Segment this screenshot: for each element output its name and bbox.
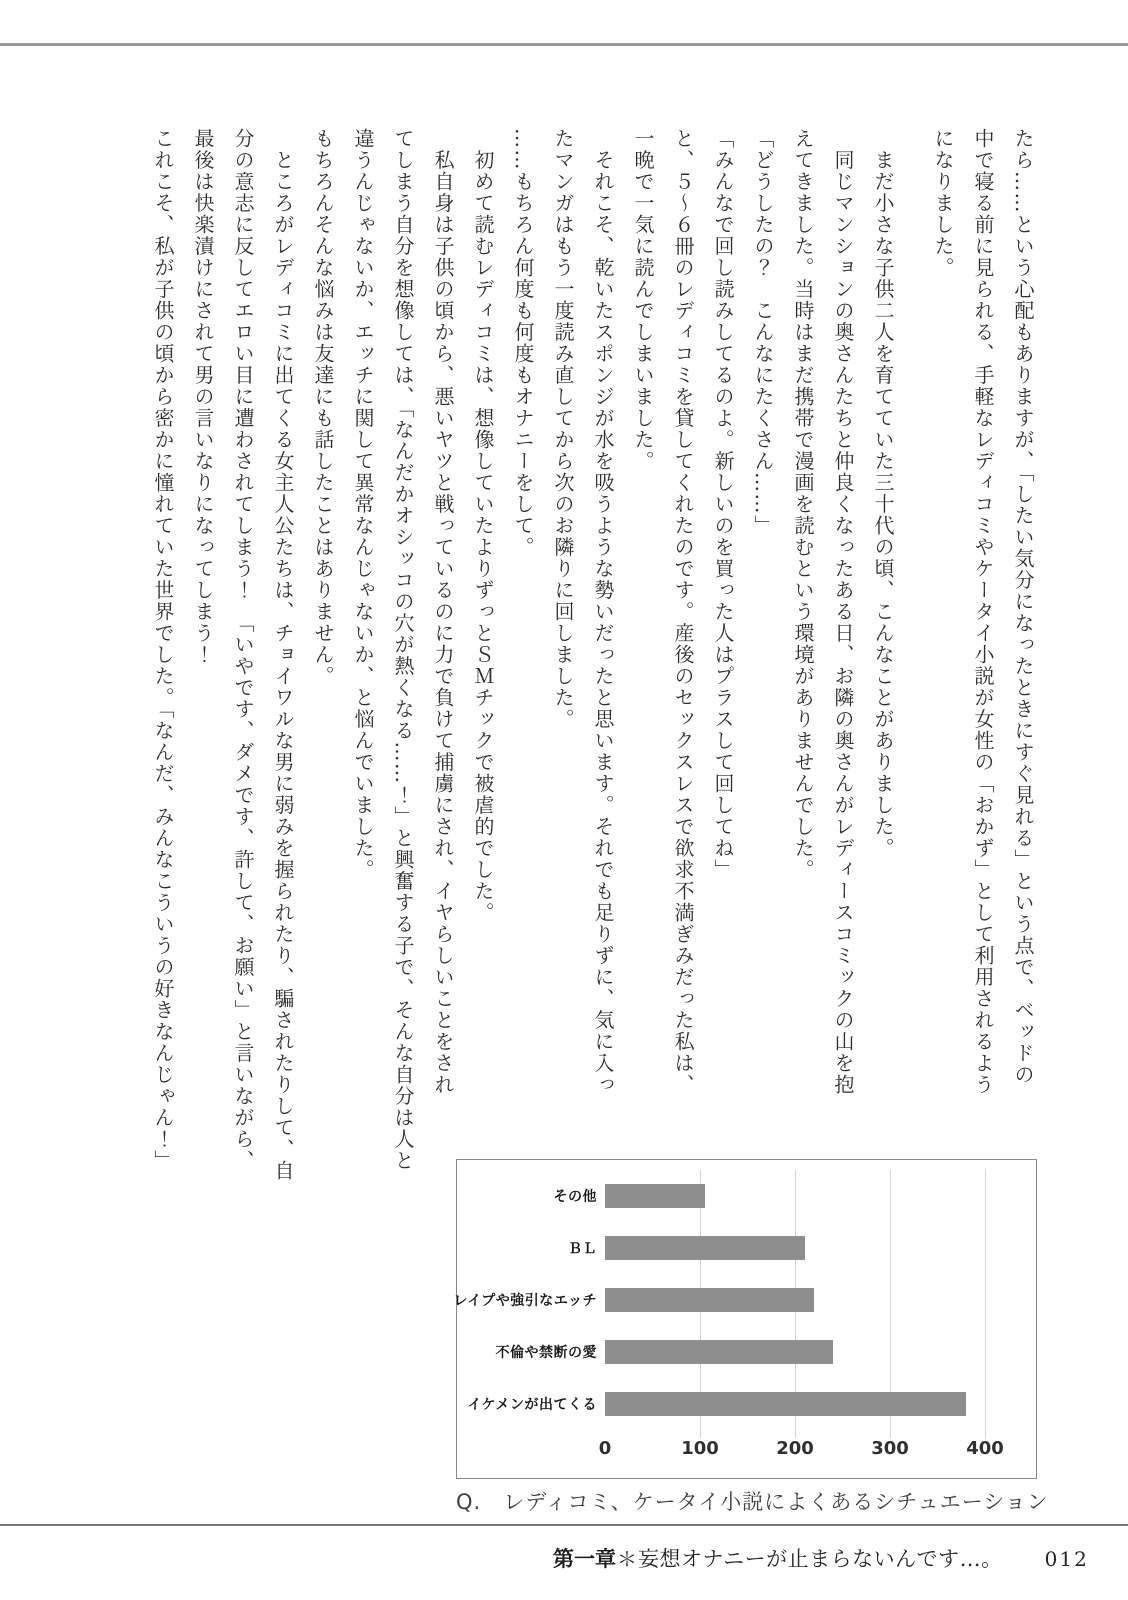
chart-category-labels [453, 1170, 597, 1430]
text-column: 中で寝る前に見られる、手軽なレディコミやケータイ小説が女性の「おかず」として利用されるよう [971, 128, 995, 1096]
footer-chapter-title: 妄想オナニーが止まらないんです…。 [638, 1547, 1003, 1571]
category-label: ＢＬ [568, 1241, 597, 1257]
footer-separator: ＊ [617, 1547, 637, 1571]
text-column: 同じマンションの奥さんたちと仲良くなったある日、お隣の奥さんがレディースコミックの山を抱 [831, 128, 855, 1096]
text-column: 「どうしたの？ こんなにたくさん……」 [751, 128, 775, 537]
footer-rule [0, 1524, 1128, 1526]
text-column: まだ小さな子供二人を育てていた三十代の頃、こんなことがありました。 [871, 128, 895, 859]
x-tick-label: 400 [966, 1438, 1004, 1459]
bar [605, 1236, 805, 1260]
text-column: 違うんじゃないか、エッチに関して異常なんじゃないか、と悩んでいました。 [351, 128, 375, 881]
x-tick-label: 0 [598, 1438, 612, 1459]
text-column: ところがレディコミに出てくる女主人公たちは、チョイワルな男に弱みを握られたり、騙されたりして、自 [271, 128, 295, 1182]
text-column: えてきました。当時はまだ携帯で漫画を読むという環境がありませんでした。 [791, 128, 815, 881]
gridline [985, 1170, 986, 1438]
text-column: たマンガはもう一度読み直してから次のお隣りに回しました。 [551, 128, 575, 730]
text-column: 分の意志に反してエロい目に遭わされてしまう！ 「いやです、ダメです、許して、お願い」と言いながら、 [231, 128, 255, 1172]
bar [605, 1184, 705, 1208]
text-column: 初めて読むレディコミは、想像していたよりずっとＳＭチックで被虐的でした。 [471, 128, 495, 924]
category-label: その他 [553, 1189, 597, 1205]
category-label: イケメンが出てくる [467, 1397, 597, 1413]
page-number: 012 [1044, 1547, 1089, 1571]
footer [553, 1543, 1089, 1573]
text-column: 最後は快楽漬けにされて男の言いなりになってしまう！ [191, 128, 215, 666]
text-column: これこそ、私が子供の頃から密かに憧れていた世界でした。「なんだ、みんなこういうの好きなんじゃん！」 [151, 128, 175, 1172]
text-column: 一晩で一気に読んでしまいました。 [631, 128, 655, 472]
text-column: たら……という心配もありますが、「したい気分になったときにすぐ見れる」という点で、ベッドの [1011, 128, 1035, 1086]
x-tick-label: 300 [871, 1438, 909, 1459]
chart-caption: Q. レディコミ、ケータイ小説によくあるシチュエーション [456, 1490, 1049, 1514]
chart-plot-area [605, 1170, 985, 1430]
text-column: てしまう自分を想像しては、「なんだかオシッコの穴が熱くなる……！」と興奮する子で、そんな自分は人と [391, 128, 415, 1172]
text-column: と、５〜６冊のレディコミを貸してくれたのです。産後のセックスレスで欲求不満ぎみだった私は、 [671, 128, 695, 1096]
text-column: 「みんなで回し読みしてるのよ。新しいのを買った人はプラスして回してね」 [711, 128, 735, 881]
text-column: それこそ、乾いたスポンジが水を吸うような勢いだったと思います。それでも足りずに、気に入っ [591, 128, 615, 1096]
x-tick-label: 100 [681, 1438, 719, 1459]
top-rule [0, 43, 1128, 46]
bar-chart [453, 1159, 1037, 1479]
x-tick-label: 200 [776, 1438, 814, 1459]
text-column: もちろんそんな悩みは友達にも話したことはありません。 [311, 128, 335, 687]
footer-chapter-label: 第一章 [553, 1547, 616, 1571]
bar [605, 1392, 966, 1416]
text-column: ……もちろん何度も何度もオナニーをして。 [511, 128, 535, 558]
category-label: 不倫や禁断の愛 [495, 1345, 597, 1361]
category-label: レイプや強引なエッチ [453, 1293, 597, 1309]
paragraph-gap [903, 128, 923, 1203]
bar [605, 1288, 814, 1312]
chart-x-axis [598, 1436, 1004, 1462]
vertical-text-block [143, 128, 1043, 1203]
text-column: 私自身は子供の頃から、悪いヤツと戦っているのに力で負けて捕虜にされ、イヤらしいことをされ [431, 128, 455, 1096]
bar [605, 1340, 833, 1364]
text-column: になりました。 [931, 128, 955, 279]
